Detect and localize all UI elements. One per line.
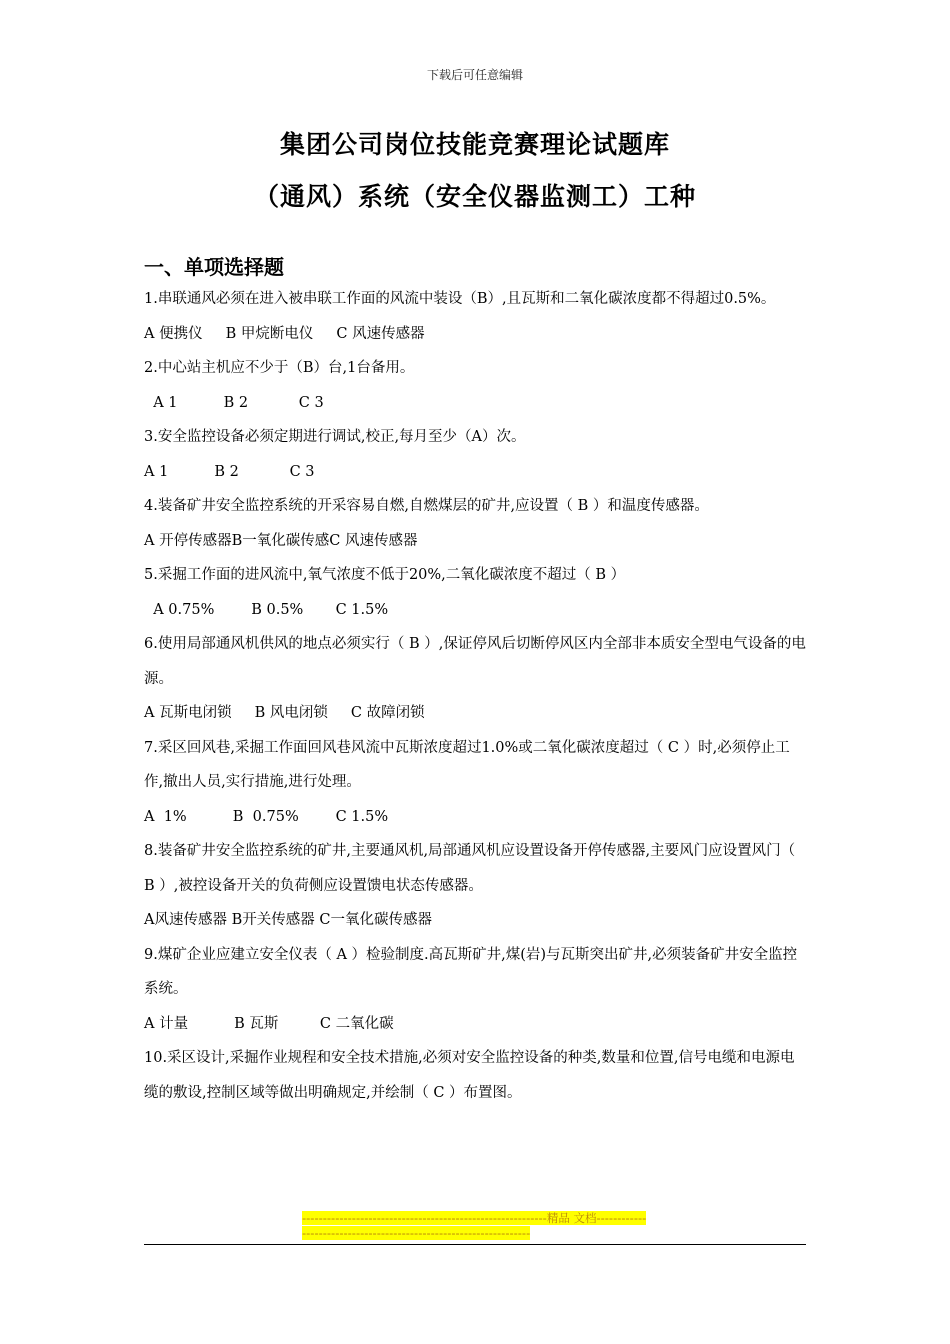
options-7: A 1% B 0.75% C 1.5% — [144, 808, 389, 825]
question-3: 3.安全监控设备必须定期进行调试,校正,每月至少（A）次。 — [144, 429, 526, 445]
options-1: A 便携仪 B 甲烷断电仪 C 风速传感器 — [144, 325, 425, 342]
footer-text: -----------------------------------------------------------精品 文档------------------------------------------------------------------- — [302, 1211, 647, 1240]
question-2: 2.中心站主机应不少于（B）台,1台备用。 — [144, 360, 415, 376]
question-5: 5.采掘工作面的进风流中,氧气浓度不低于20%,二氧化碳浓度不超过（ B ） — [144, 567, 626, 583]
options-4: A 开停传感器B一氧化碳传感C 风速传感器 — [144, 532, 418, 549]
options-6: A 瓦斯电闭锁 B 风电闭锁 C 故障闭锁 — [144, 705, 425, 721]
question-8: 8.装备矿井安全监控系统的矿井,主要通风机,局部通风机应设置设备开停传感器,主要风门应设置风门（ B ）,被控设备开关的负荷侧应设置馈电状态传感器。 — [144, 843, 796, 894]
page-title-line-2: （通风）系统（安全仪器监测工）工种 — [253, 182, 696, 211]
options-8: A风速传感器 B开关传感器 C一氧化碳传感器 — [144, 912, 432, 928]
options-5: A 0.75% B 0.5% C 1.5% — [144, 601, 389, 618]
footer-divider — [144, 1244, 806, 1245]
question-4: 4.装备矿井安全监控系统的开采容易自燃,自燃煤层的矿井,应设置（ B ）和温度传感器。 — [144, 498, 709, 514]
question-7: 7.采区回风巷,采掘工作面回风巷风流中瓦斯浓度超过1.0%或二氧化碳浓度超过（ C ）时,必须停止工作,撤出人员,实行措施,进行处理。 — [144, 739, 790, 790]
options-9: A 计量 B 瓦斯 C 二氧化碳 — [144, 1015, 394, 1032]
options-2: A 1 B 2 C 3 — [144, 394, 324, 411]
question-6: 6.使用局部通风机供风的地点必须实行（ B ）,保证停风后切断停风区内全部非本质安全型电气设备的电源。 — [144, 636, 806, 687]
question-9: 9.煤矿企业应建立安全仪表（ A ）检验制度.高瓦斯矿井,煤(岩)与瓦斯突出矿井,必须装备矿井安全监控系统。 — [144, 946, 798, 997]
question-10: 10.采区设计,采掘作业规程和安全技术措施,必须对安全监控设备的种类,数量和位置,信号电缆和电源电缆的敷设,控制区域等做出明确规定,并绘制（ C ）布置图。 — [144, 1050, 795, 1101]
options-3: A 1 B 2 C 3 — [144, 463, 315, 480]
page-title-line-1: 集团公司岗位技能竞赛理论试题库 — [279, 130, 670, 159]
question-list — [144, 282, 808, 1110]
question-1: 1.串联通风必须在进入被串联工作面的风流中装设（B）,且瓦斯和二氧化碳浓度都不得超过0.5%。 — [144, 291, 776, 307]
section-title: 一、单项选择题 — [144, 255, 284, 279]
header-note: 下载后可任意编辑 — [426, 68, 523, 82]
footer-watermark — [302, 1211, 650, 1241]
